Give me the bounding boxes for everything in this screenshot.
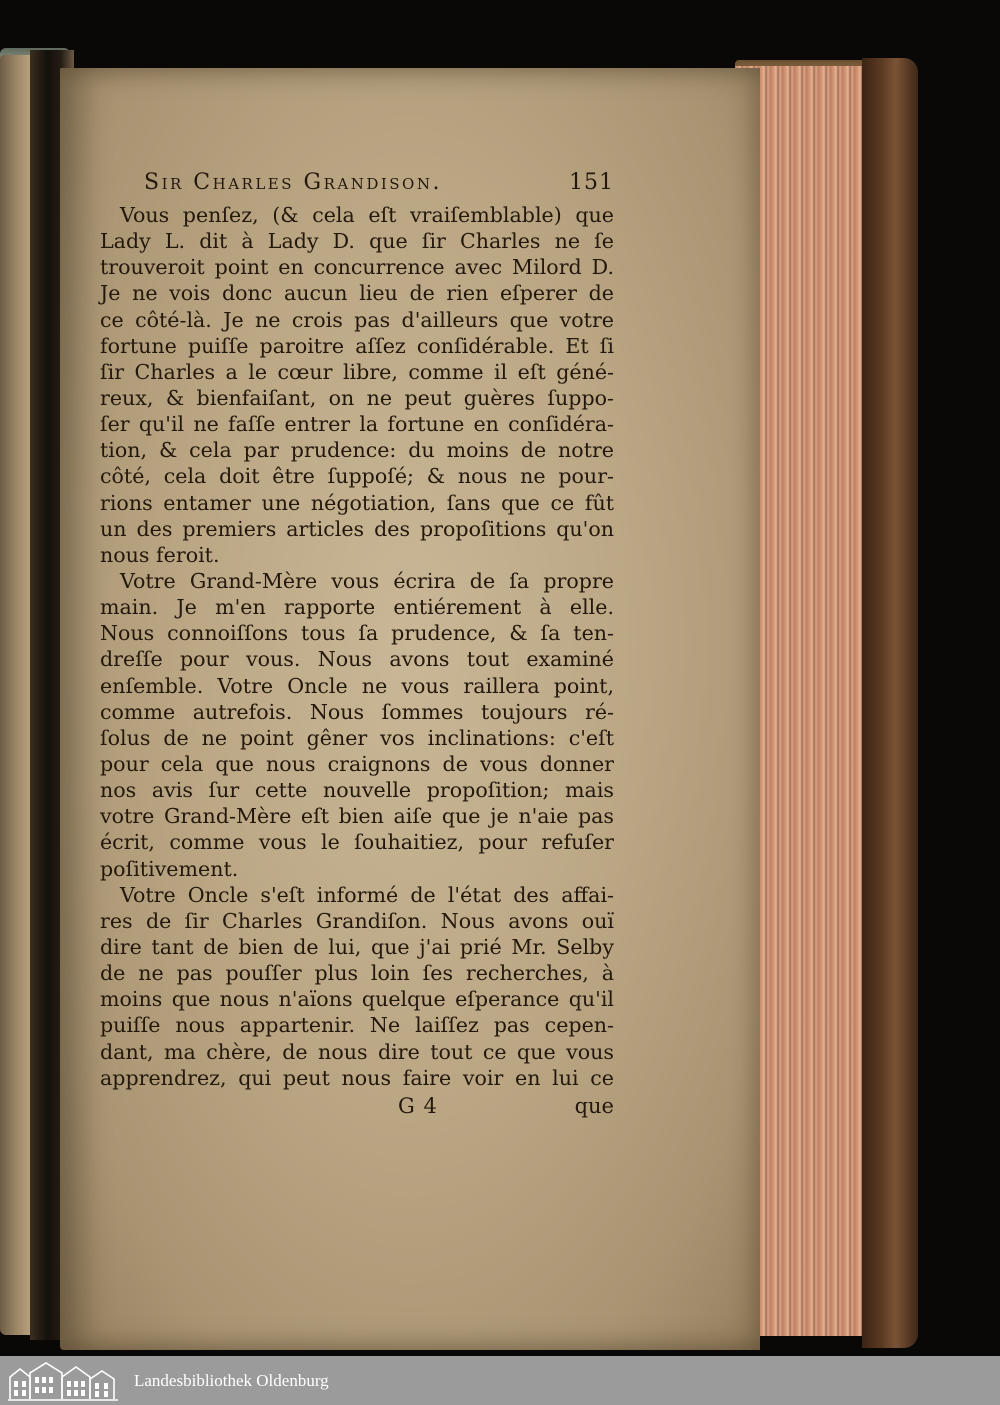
text-line: dant, ma chère, de nous dire tout ce que vous	[100, 1039, 614, 1064]
text-line: res de ſir Charles Grandiſon. Nous avons ouï	[100, 908, 614, 933]
text-line: côté, cela doit être ſuppoſé; & nous ne pour-	[100, 464, 614, 489]
text-line: main. Je m'en rapporte entiérement à elle.	[100, 595, 614, 620]
running-head-title: Sir Charles Grandison.	[144, 170, 442, 195]
text-line: dreſſe pour vous. Nous avons tout examiné	[100, 647, 614, 672]
text-line: apprendrez, qui peut nous faire voir en lui ce	[100, 1065, 614, 1090]
running-head	[144, 170, 614, 202]
text-line: ſolus de ne point gêner vos inclinations: c'eſt	[100, 725, 614, 750]
text-line: rions entamer une négotiation, ſans que ce fût	[100, 490, 614, 515]
text-line: votre Grand-Mère eſt bien aiſe que je n'aie pas	[100, 804, 614, 829]
text-line: nos avis ſur cette nouvelle propoſition; mais	[100, 778, 614, 803]
text-line: un des premiers articles des propoſitions qu'on	[100, 516, 614, 541]
text-line: pour cela que nous craignons de vous donner	[100, 751, 614, 776]
text-line: ce côté-là. Je ne crois pas d'ailleurs que votre	[100, 307, 614, 332]
text-line: poſitivement.	[100, 856, 239, 881]
body-text	[100, 202, 614, 1091]
text-line: Lady L. dit à Lady D. que ſir Charles ne ſe	[100, 229, 614, 254]
text-line: puiſſe nous appartenir. Ne laiſſez pas cepen-	[100, 1013, 614, 1038]
text-line: Votre Oncle s'eſt informé de l'état des affai-	[120, 882, 614, 907]
text-line: enſemble. Votre Oncle ne vous raillera point,	[100, 673, 614, 698]
catchline	[100, 1093, 614, 1123]
library-building-logo-icon	[6, 1359, 124, 1403]
text-line: ſir Charles a le cœur libre, comme il eſt géné-	[100, 359, 614, 384]
text-line: comme autrefois. Nous ſommes toujours ré-	[100, 699, 614, 724]
book-cover-binding	[862, 58, 918, 1348]
page-number: 151	[569, 170, 614, 195]
footer-bar	[0, 1356, 1000, 1405]
text-line: ſer qu'il ne faſſe entrer la fortune en conſidéra-	[100, 412, 614, 437]
text-line: Nous connoiſſons tous ſa prudence, & ſa ten-	[100, 621, 614, 646]
text-line: de ne pas pouſſer plus loin ſes recherches, à	[100, 961, 614, 986]
text-line: nous feroit.	[100, 542, 220, 567]
text-line: écrit, comme vous le ſouhaitiez, pour refuſer	[100, 830, 614, 855]
page-text-block	[100, 170, 614, 1123]
signature-mark: G 4	[398, 1093, 438, 1118]
text-line: moins que nous n'aïons quelque eſperance qu'il	[100, 987, 614, 1012]
text-line: Je ne vois donc aucun lieu de rien eſperer de	[100, 281, 614, 306]
institution-name: Landesbibliothek Oldenburg	[134, 1370, 329, 1390]
text-line: trouveroit point en concurrence avec Milord D.	[100, 255, 614, 280]
text-line: tion, & cela par prudence: du moins de notre	[100, 438, 614, 463]
text-line: Vous penſez, (& cela eſt vraiſemblable) que	[120, 203, 614, 227]
text-line: dire tant de bien de lui, que j'ai prié Mr. Selby	[100, 934, 614, 959]
text-line: fortune puiſſe paroitre aſſez conſidérable. Et ſi	[100, 333, 614, 358]
text-line: Votre Grand-Mère vous écrira de ſa propre	[120, 568, 614, 593]
text-line: reux, & bienfaiſant, on ne peut guères ſuppo-	[100, 385, 614, 410]
catchword: que	[574, 1093, 614, 1118]
